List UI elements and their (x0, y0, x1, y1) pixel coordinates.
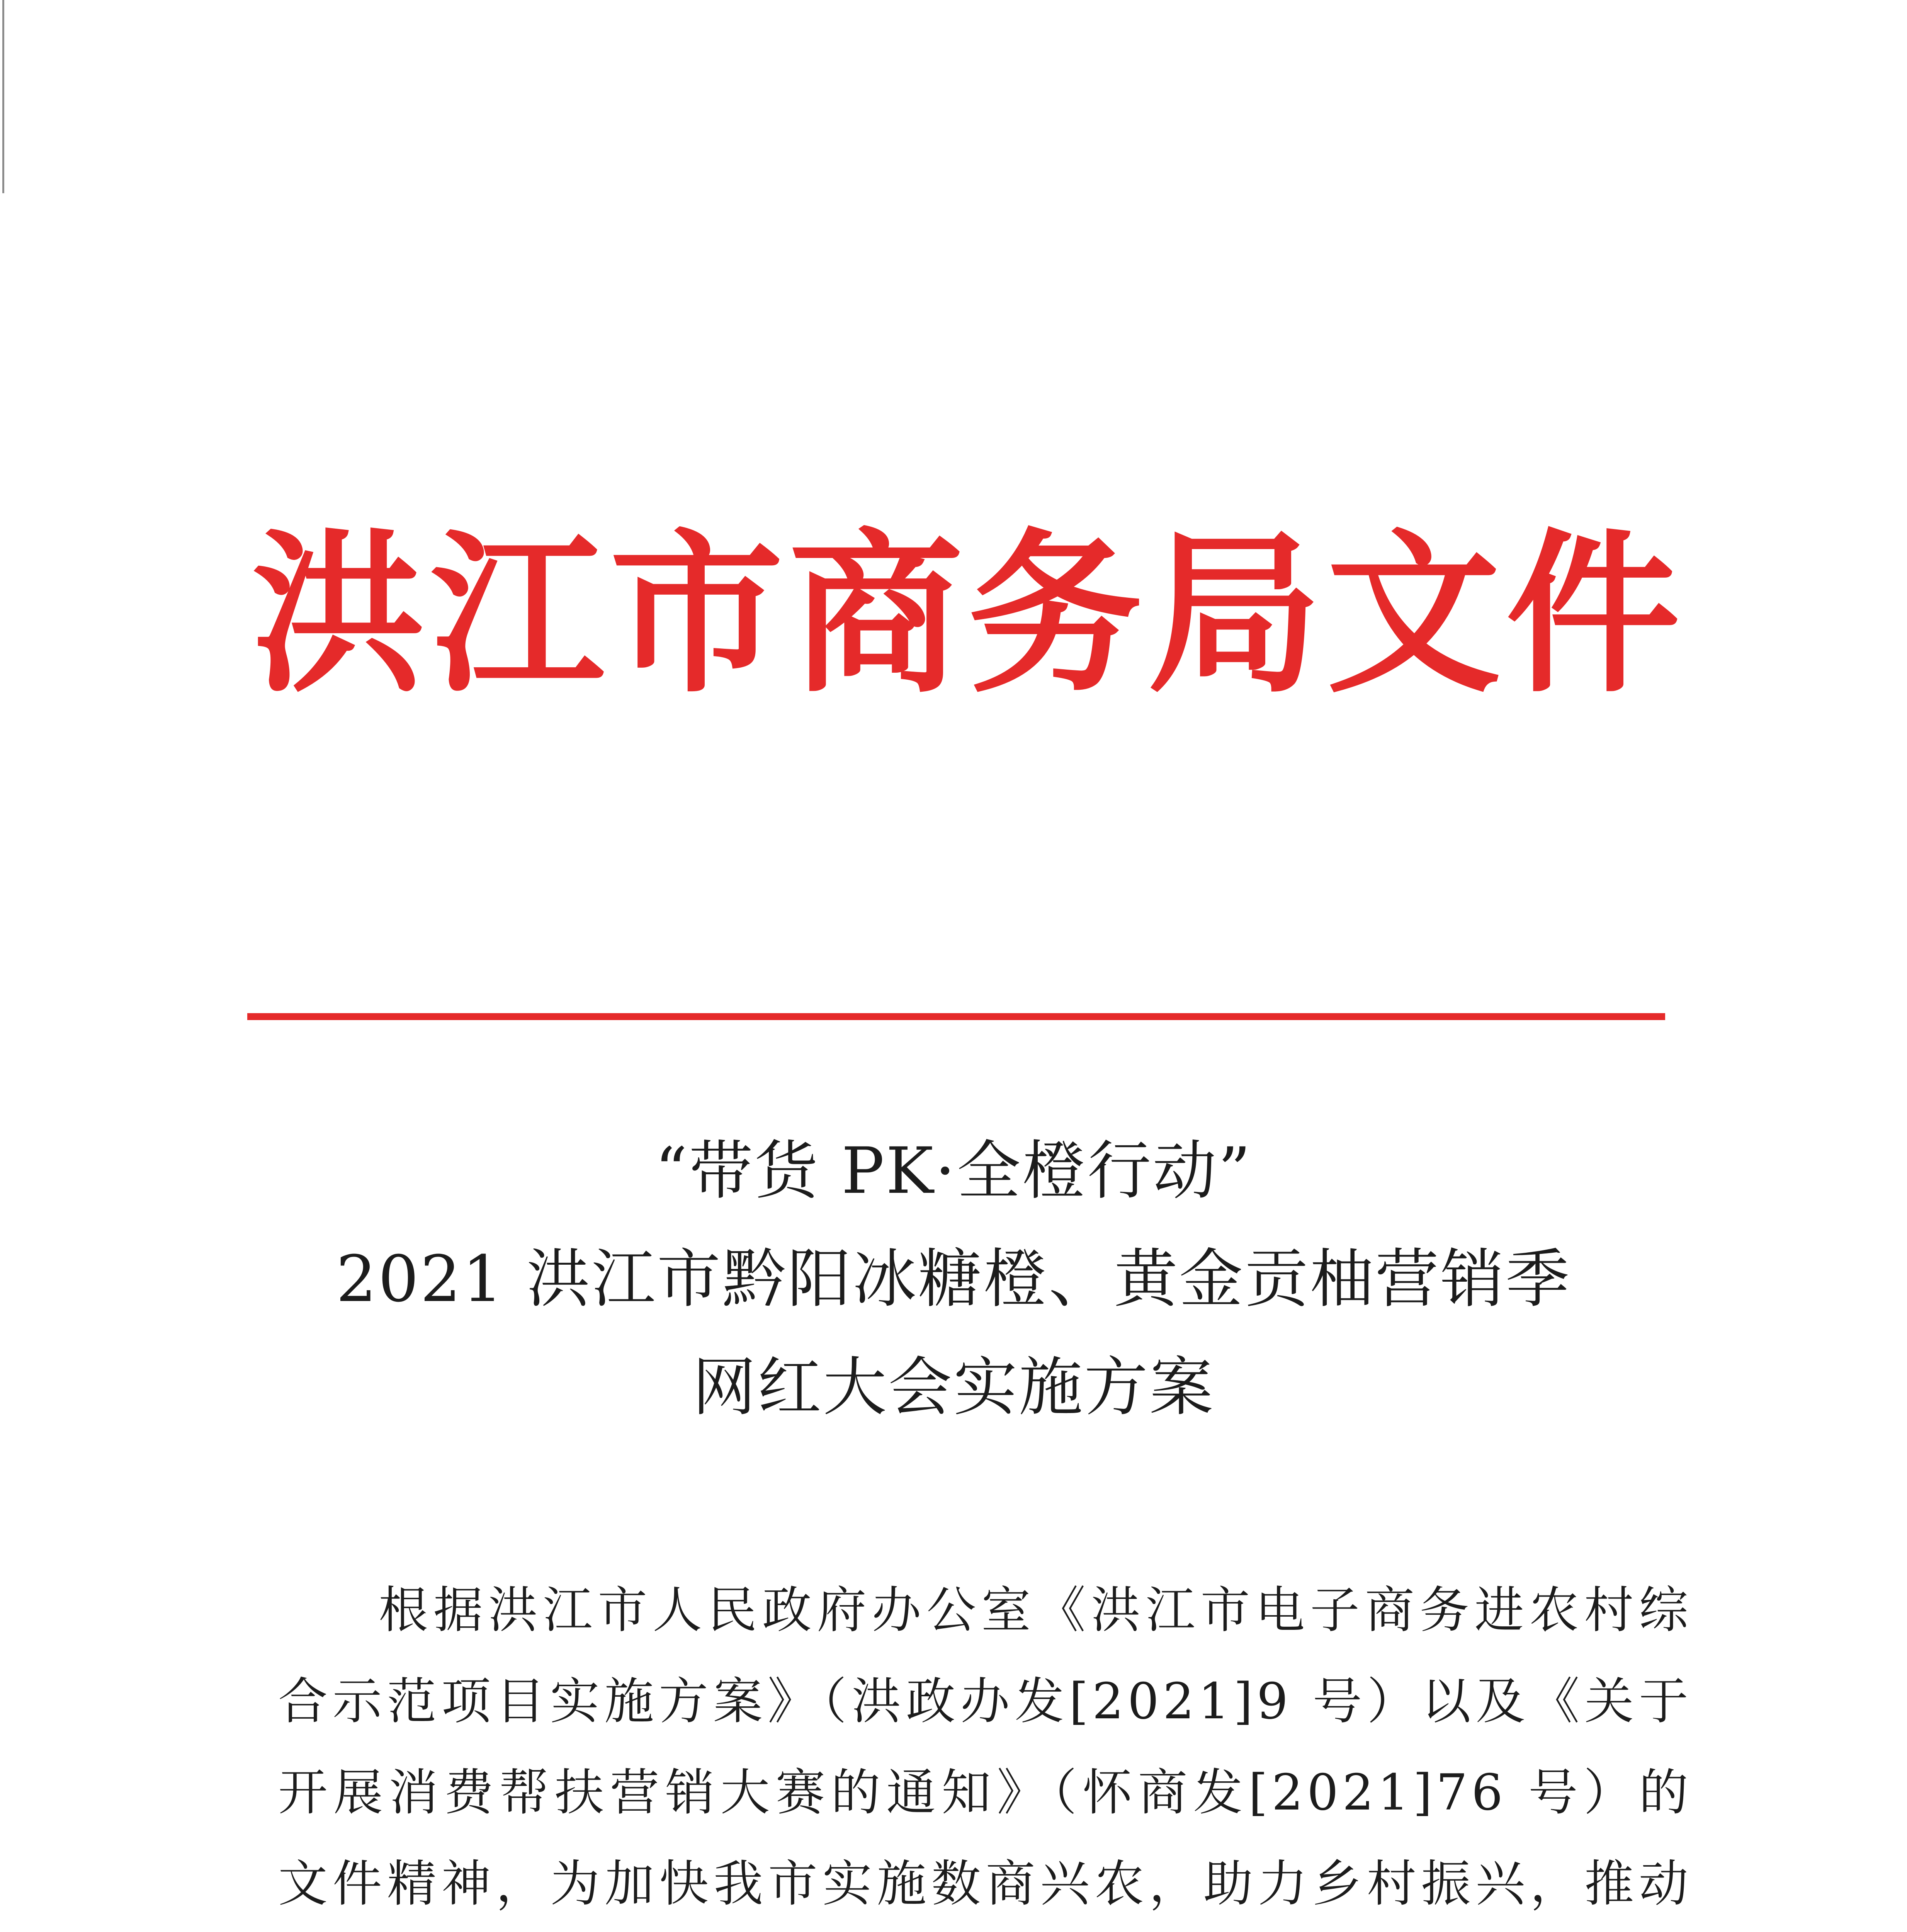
intro-paragraph: 根据洪江市人民政府办公室《洪江市电子商务进农村综合示范项目实施方案》（洪政办发[2021]9 号）以及《关于开展消费帮扶营销大赛的通知》（怀商发[2021]76 号）的文件精神，为加快我市实施数商兴农，助力乡村振兴，推动 (278, 1582, 1692, 1913)
scan-edge-mark (2, 0, 4, 193)
title-line-2: 2021 洪江市黔阳冰糖橙、黄金贡柚营销季 (336, 1242, 1571, 1316)
title-line-1: “带货 PK·全橙行动” (655, 1134, 1252, 1208)
document-title (155, 1117, 1752, 1441)
red-header-rule (247, 1013, 1665, 1020)
issuer-title: 洪江市商务局文件 (251, 512, 1685, 716)
title-line-3: 网红大会实施方案 (692, 1350, 1215, 1424)
